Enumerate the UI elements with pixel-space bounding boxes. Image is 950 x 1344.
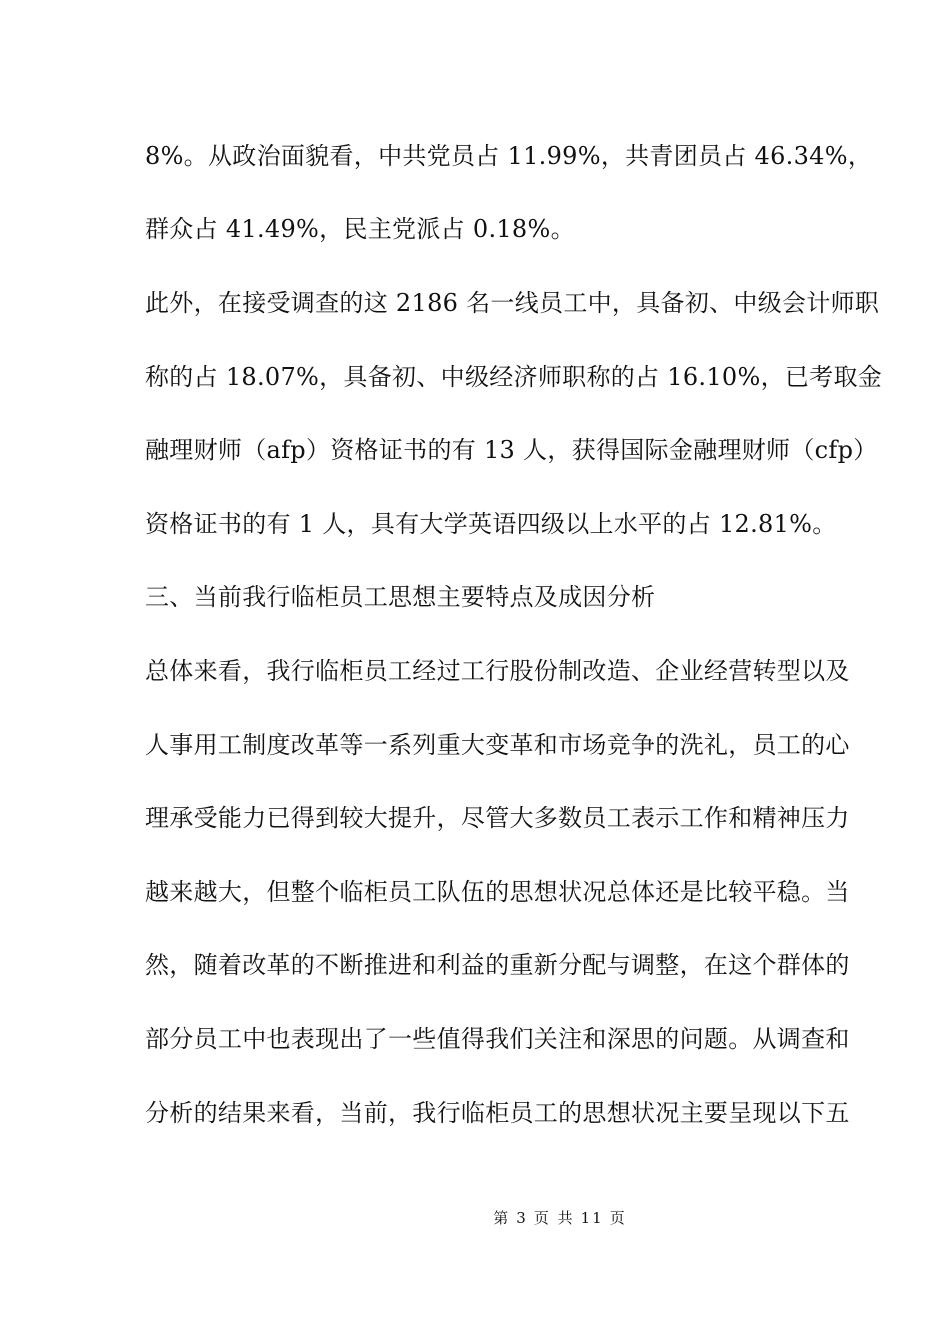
text-line-4: 称的占 18.07%，具备初、中级经济师职称的占 16.10%，已考取金: [145, 363, 883, 391]
total-pages-number: 11: [580, 1209, 604, 1227]
text-line-8: 总体来看，我行临柜员工经过工行股份制改造、企业经营转型以及: [145, 657, 850, 685]
text-line-6: 资格证书的有 1 人，具有大学英语四级以上水平的占 12.81%。: [145, 510, 837, 538]
text-line-11: 越来越大，但整个临柜员工队伍的思想状况总体还是比较平稳。当: [145, 878, 850, 906]
page-label-prefix: 第: [493, 1209, 511, 1227]
text-line-2: 群众占 41.49%，民主党派占 0.18%。: [145, 215, 575, 243]
text-line-5: 融理财师（afp）资格证书的有 13 人，获得国际金融理财师（cfp）: [145, 436, 878, 464]
text-line-10: 理承受能力已得到较大提升，尽管大多数员工表示工作和精神压力: [145, 804, 850, 832]
text-line-14: 分析的结果来看，当前，我行临柜员工的思想状况主要呈现以下五: [145, 1099, 850, 1127]
text-line-13: 部分员工中也表现出了一些值得我们关注和深思的问题。从调查和: [145, 1025, 850, 1053]
text-line-1: 8%。从政治面貌看，中共党员占 11.99%，共青团员占 46.34%，: [145, 142, 873, 170]
page-footer: [0, 1208, 950, 1228]
section-heading: 三、当前我行临柜员工思想主要特点及成因分析: [145, 583, 656, 611]
text-line-12: 然，随着改革的不断推进和利益的重新分配与调整，在这个群体的: [145, 951, 850, 979]
page-label-mid: 页 共: [533, 1209, 575, 1227]
current-page-number: 3: [516, 1209, 528, 1227]
page-label-suffix: 页: [609, 1209, 627, 1227]
text-line-3: 此外，在接受调查的这 2186 名一线员工中，具备初、中级会计师职: [145, 289, 880, 317]
text-line-9: 人事用工制度改革等一系列重大变革和市场竞争的洗礼，员工的心: [145, 731, 850, 759]
